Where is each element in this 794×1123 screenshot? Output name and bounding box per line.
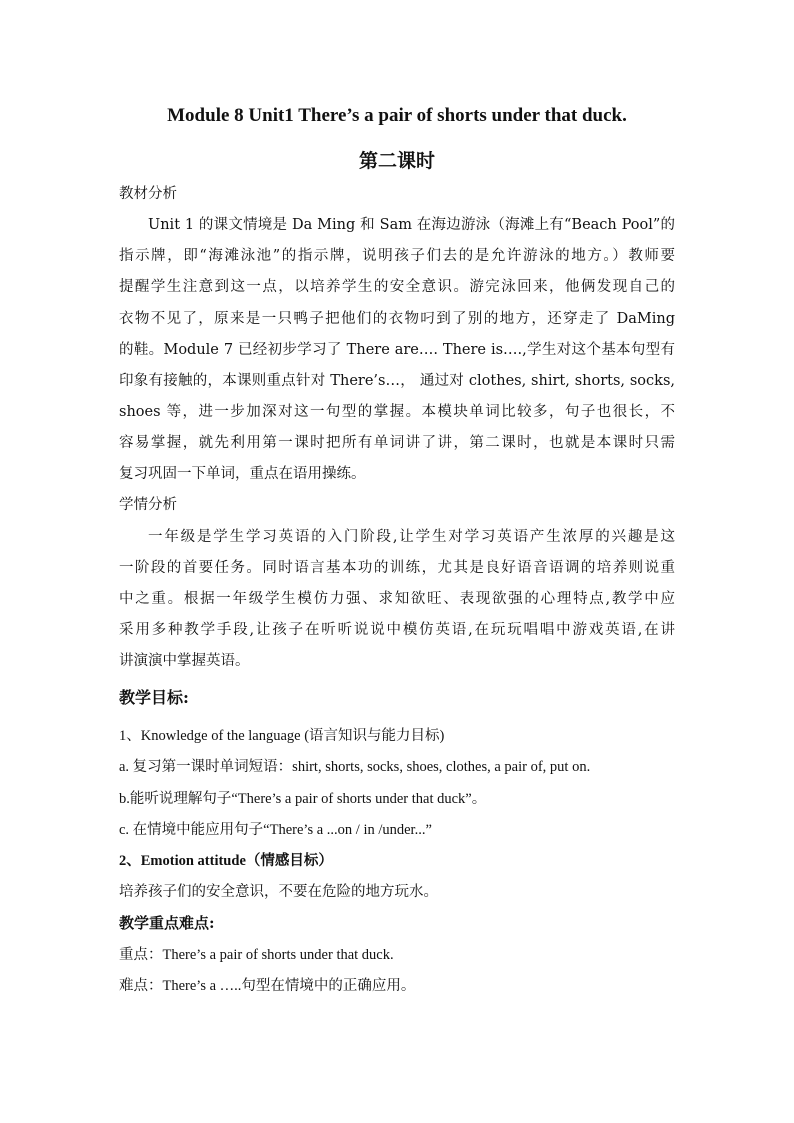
students-line: 一年级是学生学习英语的入门阶段,让学生对学习英语产生浓厚的兴趣是这 (148, 529, 675, 545)
objective-emotion: 2、Emotion attitude（情感目标） (119, 853, 333, 869)
analysis-line: 容易掌握，就先利用第一课时把所有单词讲了讲，第二课时，也就是本课时只需 (119, 435, 675, 451)
students-line: 采用多种教学手段,让孩子在听听说说中模仿英语,在玩玩唱唱中游戏英语,在讲 (119, 622, 675, 638)
section-heading-analysis: 教材分析 (119, 186, 177, 202)
section-heading-students: 学情分析 (119, 497, 177, 513)
objective-knowledge: 1、Knowledge of the language (语言知识与能力目标) (119, 728, 445, 744)
analysis-line: 复习巩固一下单词，重点在语用操练。 (119, 466, 366, 482)
objective-emotion-text: 培养孩子们的安全意识，不要在危险的地方玩水。 (119, 884, 438, 900)
section-heading-objectives: 教学目标: (119, 688, 189, 707)
objective-item-c: c. 在情境中能应用句子“There’s a ...on / in /under...” (119, 822, 432, 838)
analysis-line: Unit 1 的课文情境是 Da Ming 和 Sam 在海边游泳（海滩上有“Beach Pool”的 (148, 217, 675, 233)
analysis-line: 提醒学生注意到这一点，以培养学生的安全意识。游完泳回来，他俩发现自己的 (119, 279, 675, 295)
analysis-line: 印象有接触的，本课则重点针对 There’s…， 通过对 clothes, shirt, shorts, socks, (119, 373, 675, 389)
analysis-line: 指示牌，即“海滩泳池”的指示牌，说明孩子们去的是允许游泳的地方。）教师要 (119, 248, 675, 264)
lesson-period-title: 第二课时 (358, 150, 435, 172)
key-point: 重点：There’s a pair of shorts under that duck. (119, 947, 394, 963)
analysis-line: 的鞋。Module 7 已经初步学习了 There are…. There is….,学生对这个基本句型有 (119, 342, 675, 358)
analysis-line: shoes 等，进一步加深对这一句型的掌握。本模块单词比较多，句子也很长，不 (119, 404, 675, 420)
objective-item-a: a. 复习第一课时单词短语：shirt, shorts, socks, shoes, clothes, a pair of, put on. (119, 759, 591, 775)
students-line: 中之重。根据一年级学生模仿力强、求知欲旺、表现欲强的心理特点,教学中应 (119, 591, 675, 607)
students-line: 一阶段的首要任务。同时语言基本功的训练，尤其是良好语音语调的培养则说重 (119, 560, 675, 576)
document-title: Module 8 Unit1 There’s a pair of shorts under that duck. (167, 105, 627, 126)
section-heading-keypoints: 教学重点难点: (119, 914, 215, 932)
students-line: 讲演演中掌握英语。 (119, 653, 250, 669)
objective-item-b: b.能听说理解句子“There’s a pair of shorts under that duck”。 (119, 791, 487, 807)
analysis-line: 衣物不见了，原来是一只鸭子把他们的衣物叼到了别的地方，还穿走了 DaMing (119, 311, 675, 327)
difficult-point: 难点：There’s a …..句型在情境中的正确应用。 (119, 978, 416, 994)
